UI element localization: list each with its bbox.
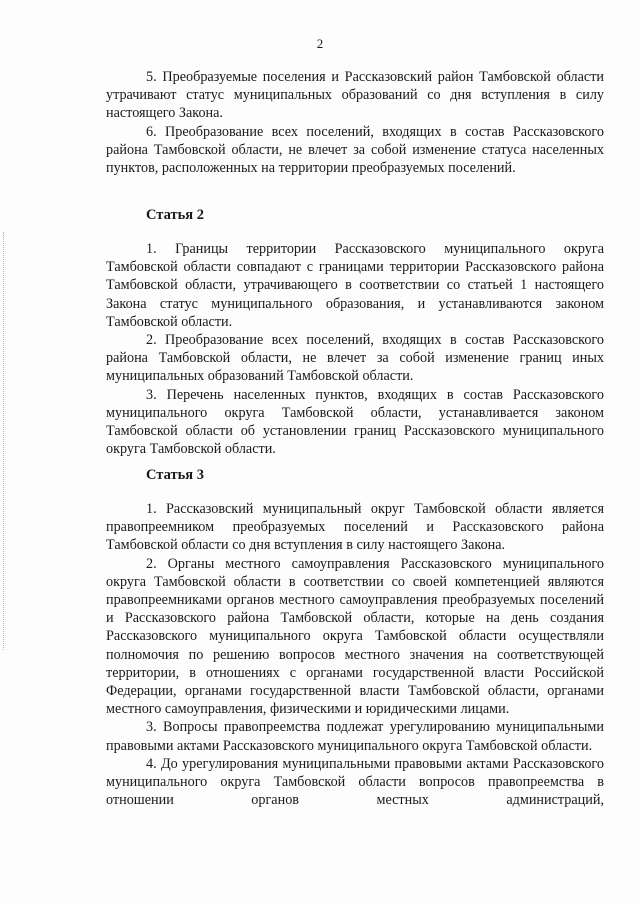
article-3-paragraph-2: 2. Органы местного самоуправления Рассказовского муниципального округа Тамбовской области в соответствии со своей компетенцией являются правопреемниками органов местного самоуправления преобразуемых поселений и Рассказовского района Тамбовской области, которые на день создания Рассказовского муниципального округа Тамбовской области осуществляли полномочия по решению вопросов местного значения на соответствующей территории, в отношениях с органами государственной власти Российской Федерации, органами государственной власти Тамбовской области, органами местного самоуправления, физическими и юридическими лицами. — [106, 555, 604, 718]
article-3-paragraph-1: 1. Рассказовский муниципальный округ Тамбовской области является правопреемником преобразуемых поселений и Рассказовского района Тамбовской области со дня вступления в силу настоящего Закона. — [106, 501, 604, 554]
paragraph-intro-5: 5. Преобразуемые поселения и Рассказовский район Тамбовской области утрачивают статус муниципальных образований со дня вступления в силу настоящего Закона. — [106, 69, 604, 122]
page-number: 2 — [316, 36, 324, 51]
scan-margin-mark — [3, 232, 5, 650]
article-2-paragraph-2: 2. Преобразование всех поселений, входящих в состав Рассказовского района Тамбовской области, не влечет за собой изменение границ иных муниципальных образований Тамбовской области. — [106, 332, 604, 385]
article-3-heading: Статья 3 — [146, 467, 204, 483]
intro-section — [106, 68, 604, 177]
article-3-body — [106, 500, 604, 809]
article-2-paragraph-1: 1. Границы территории Рассказовского муниципального округа Тамбовской области совпадают с границами территории Рассказовского района Тамбовской области, утрачивающего в соответствии со статьей 1 настоящего Закона статус муниципального образования, и устанавливаются законом Тамбовской области. — [106, 241, 604, 330]
paragraph-intro-6: 6. Преобразование всех поселений, входящих в состав Рассказовского района Тамбовской области, не влечет за собой изменение статуса населенных пунктов, расположенных на территории преобразуемых поселений. — [106, 123, 604, 177]
article-2-heading: Статья 2 — [146, 207, 204, 223]
article-3-paragraph-4: 4. До урегулирования муниципальными правовыми актами Рассказовского муниципального округа Тамбовской области вопросов правопреемства в отношении органов местных администраций, — [106, 755, 604, 809]
article-2-body — [106, 240, 604, 458]
article-2-paragraph-3: 3. Перечень населенных пунктов, входящих в состав Рассказовского муниципального округа Тамбовской области, устанавливается законом Тамбовской области об установлении границ Рассказовского муниципального округа Тамбовской области. — [106, 386, 604, 458]
article-3-paragraph-3: 3. Вопросы правопреемства подлежат урегулированию муниципальными правовыми актами Рассказовского муниципального округа Тамбовской области. — [106, 719, 604, 754]
